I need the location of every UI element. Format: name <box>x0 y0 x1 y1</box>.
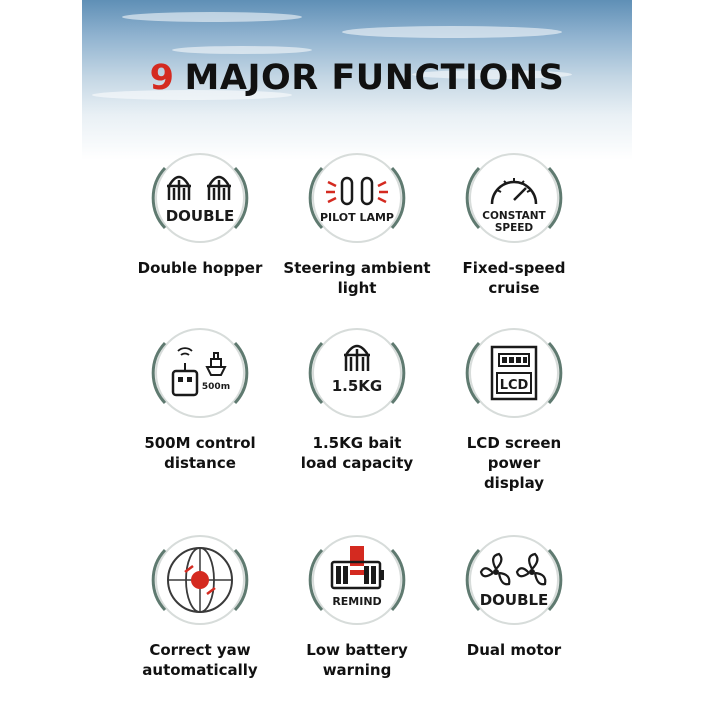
svg-text:DOUBLE: DOUBLE <box>165 207 235 225</box>
feature-label: 1.5KG bait load capacity <box>300 434 414 472</box>
dual-propeller-icon <box>459 532 569 628</box>
feature-fixed-speed <box>439 150 589 298</box>
svg-text:LCD: LCD <box>499 378 529 393</box>
feature-label: Double hopper <box>137 259 263 277</box>
bait-hopper-icon <box>302 325 412 421</box>
poster <box>82 0 632 715</box>
speedometer-icon <box>459 150 569 246</box>
feature-double-hopper <box>125 150 275 278</box>
svg-text:1.5KG: 1.5KG <box>331 377 383 395</box>
svg-text:PILOT LAMP: PILOT LAMP <box>320 211 394 224</box>
feature-steering-light <box>282 150 432 298</box>
feature-label: Fixed-speed cruise <box>462 259 566 297</box>
feature-label: Correct yaw automatically <box>142 641 258 679</box>
feature-bait-capacity <box>282 325 432 473</box>
remote-control-icon <box>145 325 255 421</box>
double-hopper-icon <box>145 150 255 246</box>
lcd-battery-icon <box>459 325 569 421</box>
compass-gyro-icon <box>145 532 255 628</box>
feature-label: LCD screen power display <box>466 434 562 492</box>
svg-text:DOUBLE: DOUBLE <box>479 591 549 609</box>
svg-text:CONSTANT: CONSTANT <box>482 210 546 222</box>
title-text: MAJOR FUNCTIONS <box>184 58 565 98</box>
low-battery-icon <box>302 532 412 628</box>
feature-low-battery <box>282 532 432 680</box>
svg-text:REMIND: REMIND <box>332 595 382 608</box>
feature-label: Low battery warning <box>306 641 408 679</box>
feature-yaw-correction <box>125 532 275 680</box>
svg-text:SPEED: SPEED <box>494 222 534 234</box>
title-number: 9 <box>149 58 175 98</box>
pilot-lamp-icon <box>302 150 412 246</box>
page-title <box>82 58 632 98</box>
feature-lcd-display <box>439 325 589 493</box>
feature-control-distance <box>125 325 275 473</box>
feature-dual-motor <box>439 532 589 660</box>
feature-label: Dual motor <box>466 641 562 659</box>
feature-label: 500M control distance <box>144 434 256 472</box>
feature-label: Steering ambient light <box>283 259 431 297</box>
svg-text:500m: 500m <box>201 382 231 392</box>
